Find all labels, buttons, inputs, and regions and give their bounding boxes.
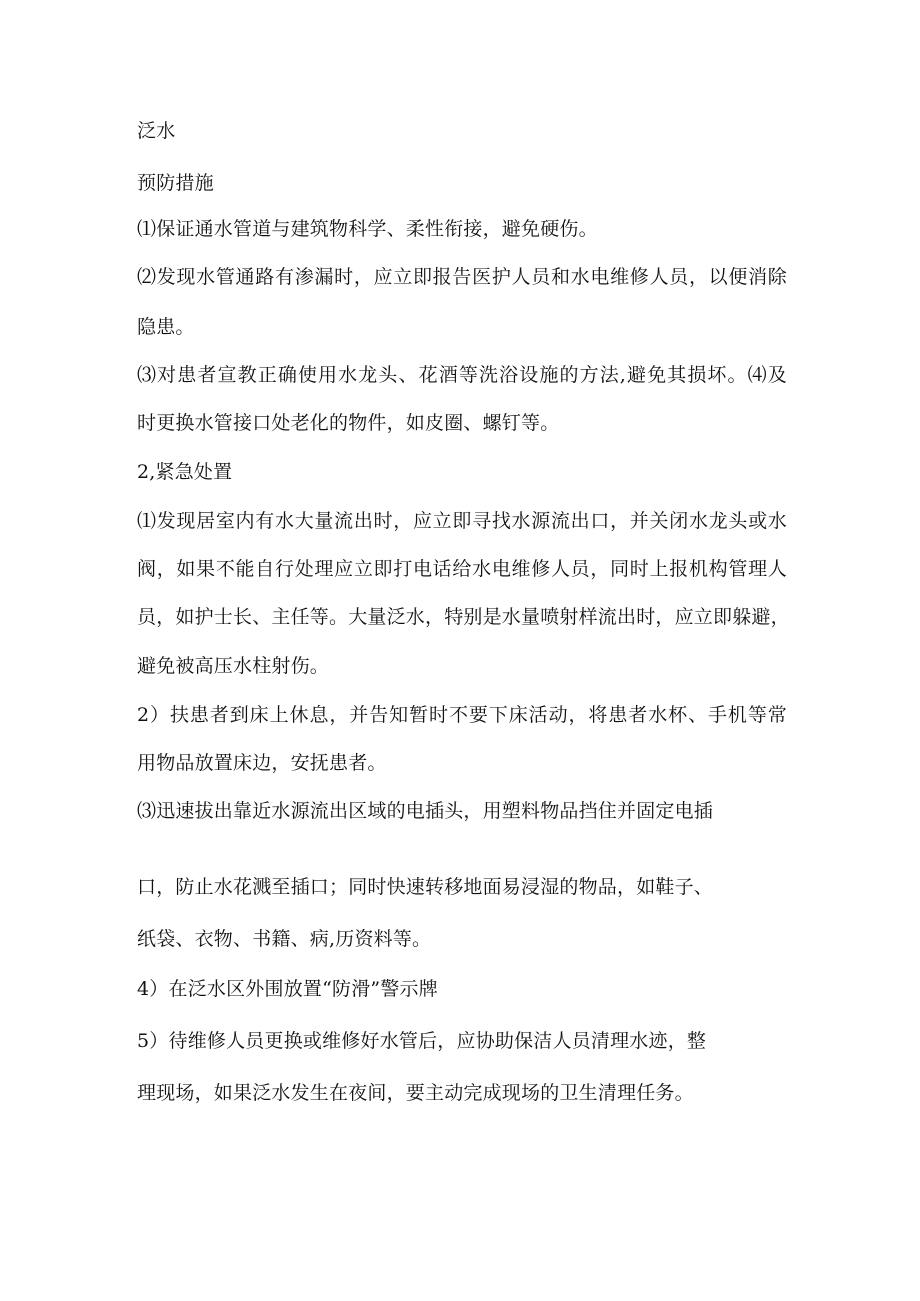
emergency-item-3-line-2: 口，防止水花溅至插口；同时快速转移地面易浸湿的物品，如鞋子、 [137,876,714,898]
emergency-item-1-line-4: 避免被高压水柱射伤。 [137,655,330,677]
section-heading-prevention: 预防措施 [137,172,214,194]
emergency-item-3-line-1: ⑶迅速拔出靠近水源流出区域的电插头，用塑料物品挡住并固定电插 [137,800,714,822]
emergency-item-1-line-1: ⑴发现居室内有水大量流出时，应立即寻找水源流出口，并关闭水龙头或水 [137,510,787,532]
emergency-item-1-line-2: 阀，如果不能自行处理应立即打电话给水电维修人员，同时上报机构管理人 [137,558,787,580]
emergency-item-2-line-1: 2）扶患者到床上休息，并告知暂时不要下床活动，将患者水杯、手机等常 [137,704,787,726]
emergency-item-3-line-3: 纸袋、衣物、书籍、病,历资料等。 [137,928,432,950]
emergency-item-5-line-1: 5）待维修人员更换或维修好水管后，应协助保洁人员清理水迹，整 [137,1030,707,1052]
document-title: 泛水 [137,120,176,142]
prevention-item-3-line-2: 时更换水管接口处老化的物件，如皮圈、螺钉等。 [137,412,560,434]
prevention-item-2-line-2: 隐患。 [137,316,195,338]
emergency-item-4: 4）在泛水区外围放置“防滑”警示牌 [137,978,438,1000]
prevention-item-2-line-1: ⑵发现水管通路有渗漏时，应立即报告医护人员和水电维修人员，以便消除 [137,266,787,288]
prevention-item-1: ⑴保证通水管道与建筑物科学、柔性衔接，避免硬伤。 [137,218,598,240]
emergency-item-1-line-3: 员，如护士长、主任等。大量泛水，特别是水量喷射样流出时，应立即躲避， [137,606,790,628]
prevention-item-3-line-1: ⑶对患者宣教正确使用水龙头、花酒等洗浴设施的方法,避免其损坏。⑷及 [137,364,787,386]
emergency-item-5-line-2: 理现场，如果泛水发生在夜间，要主动完成现场的卫生清理任务。 [137,1082,694,1104]
section-heading-emergency: 2,紧急处置 [137,461,233,483]
emergency-item-2-line-2: 用物品放置床边，安抚患者。 [137,752,387,774]
